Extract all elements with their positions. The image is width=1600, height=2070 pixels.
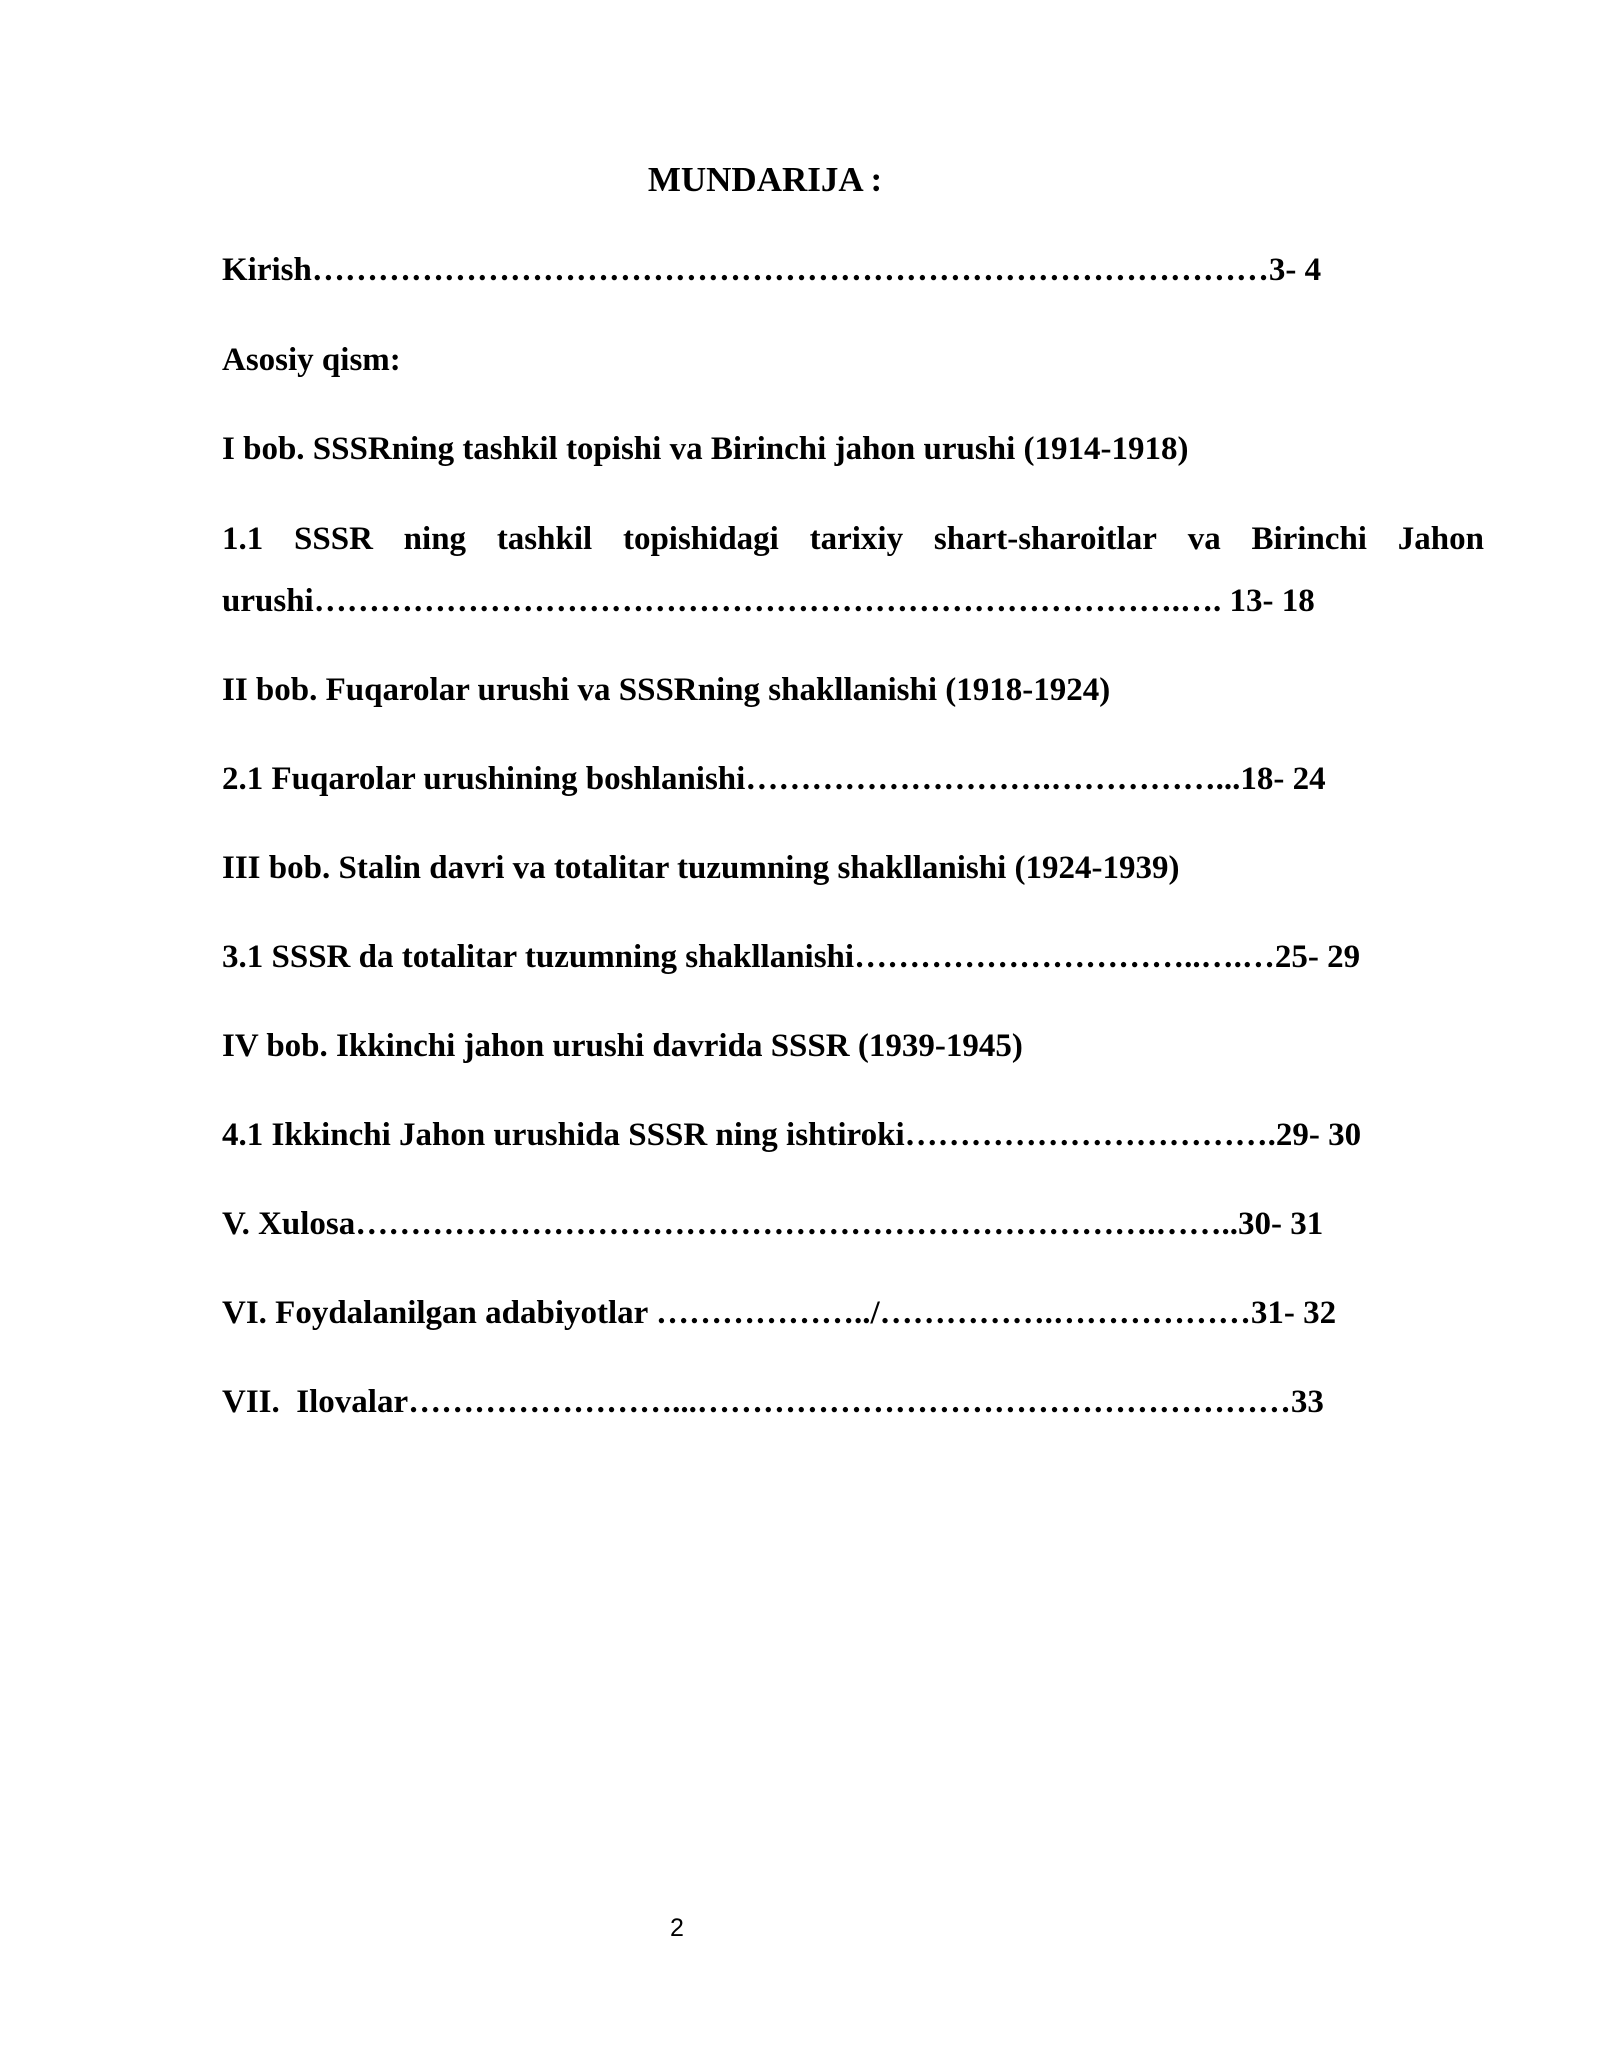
toc-chapter-4: IV bob. Ikkinchi jahon urushi davrida SSSR (1939-1945) <box>222 1028 1023 1064</box>
toc-entry-xulosa: V. Xulosa……………………………………………………………….……..30- 31 <box>222 1206 1324 1242</box>
toc-word: Birinchi <box>1251 521 1367 557</box>
toc-entry-adabiyotlar: VI. Foydalanilgan adabiyotlar ………………../…………….………………31- 32 <box>222 1295 1337 1331</box>
toc-word: shart-sharoitlar <box>933 521 1157 557</box>
toc-title: MUNDARIJA : <box>647 160 883 199</box>
toc-entry-ilovalar: VII. Ilovalar……………………...………………………………………………33 <box>222 1384 1324 1420</box>
toc-entry-kirish: Kirish……………………………………………………………………………3- 4 <box>222 252 1322 288</box>
toc-word: 1.1 <box>222 521 264 557</box>
toc-word: tashkil <box>496 521 593 557</box>
toc-word: Jahon <box>1397 521 1484 557</box>
toc-entry-3-1: 3.1 SSSR da totalitar tuzumning shakllanishi…………………………..….…25- 29 <box>222 939 1361 975</box>
toc-word: ning <box>403 521 467 557</box>
toc-chapter-2: II bob. Fuqarolar urushi va SSSRning shakllanishi (1918-1924) <box>222 672 1111 708</box>
toc-word: va <box>1187 521 1221 557</box>
toc-entry-1-1-continued: urushi…………………………………………………………………….…. 13- 18 <box>222 583 1315 619</box>
toc-word: topishidagi <box>622 521 779 557</box>
toc-chapter-1: I bob. SSSRning tashkil topishi va Birinchi jahon urushi (1914-1918) <box>222 431 1189 467</box>
toc-entry-1-1 <box>222 517 1484 561</box>
toc-word: SSSR <box>294 521 373 557</box>
page-number: 2 <box>670 1914 684 1942</box>
toc-heading-asosiy-qism: Asosiy qism: <box>222 342 401 378</box>
toc-entry-2-1: 2.1 Fuqarolar urushining boshlanishi……………………….……………...18- 24 <box>222 761 1326 797</box>
toc-word: tarixiy <box>809 521 904 557</box>
toc-entry-4-1: 4.1 Ikkinchi Jahon urushida SSSR ning ishtiroki…………………………….29- 30 <box>222 1117 1362 1153</box>
toc-chapter-3: III bob. Stalin davri va totalitar tuzumning shakllanishi (1924-1939) <box>222 850 1180 886</box>
